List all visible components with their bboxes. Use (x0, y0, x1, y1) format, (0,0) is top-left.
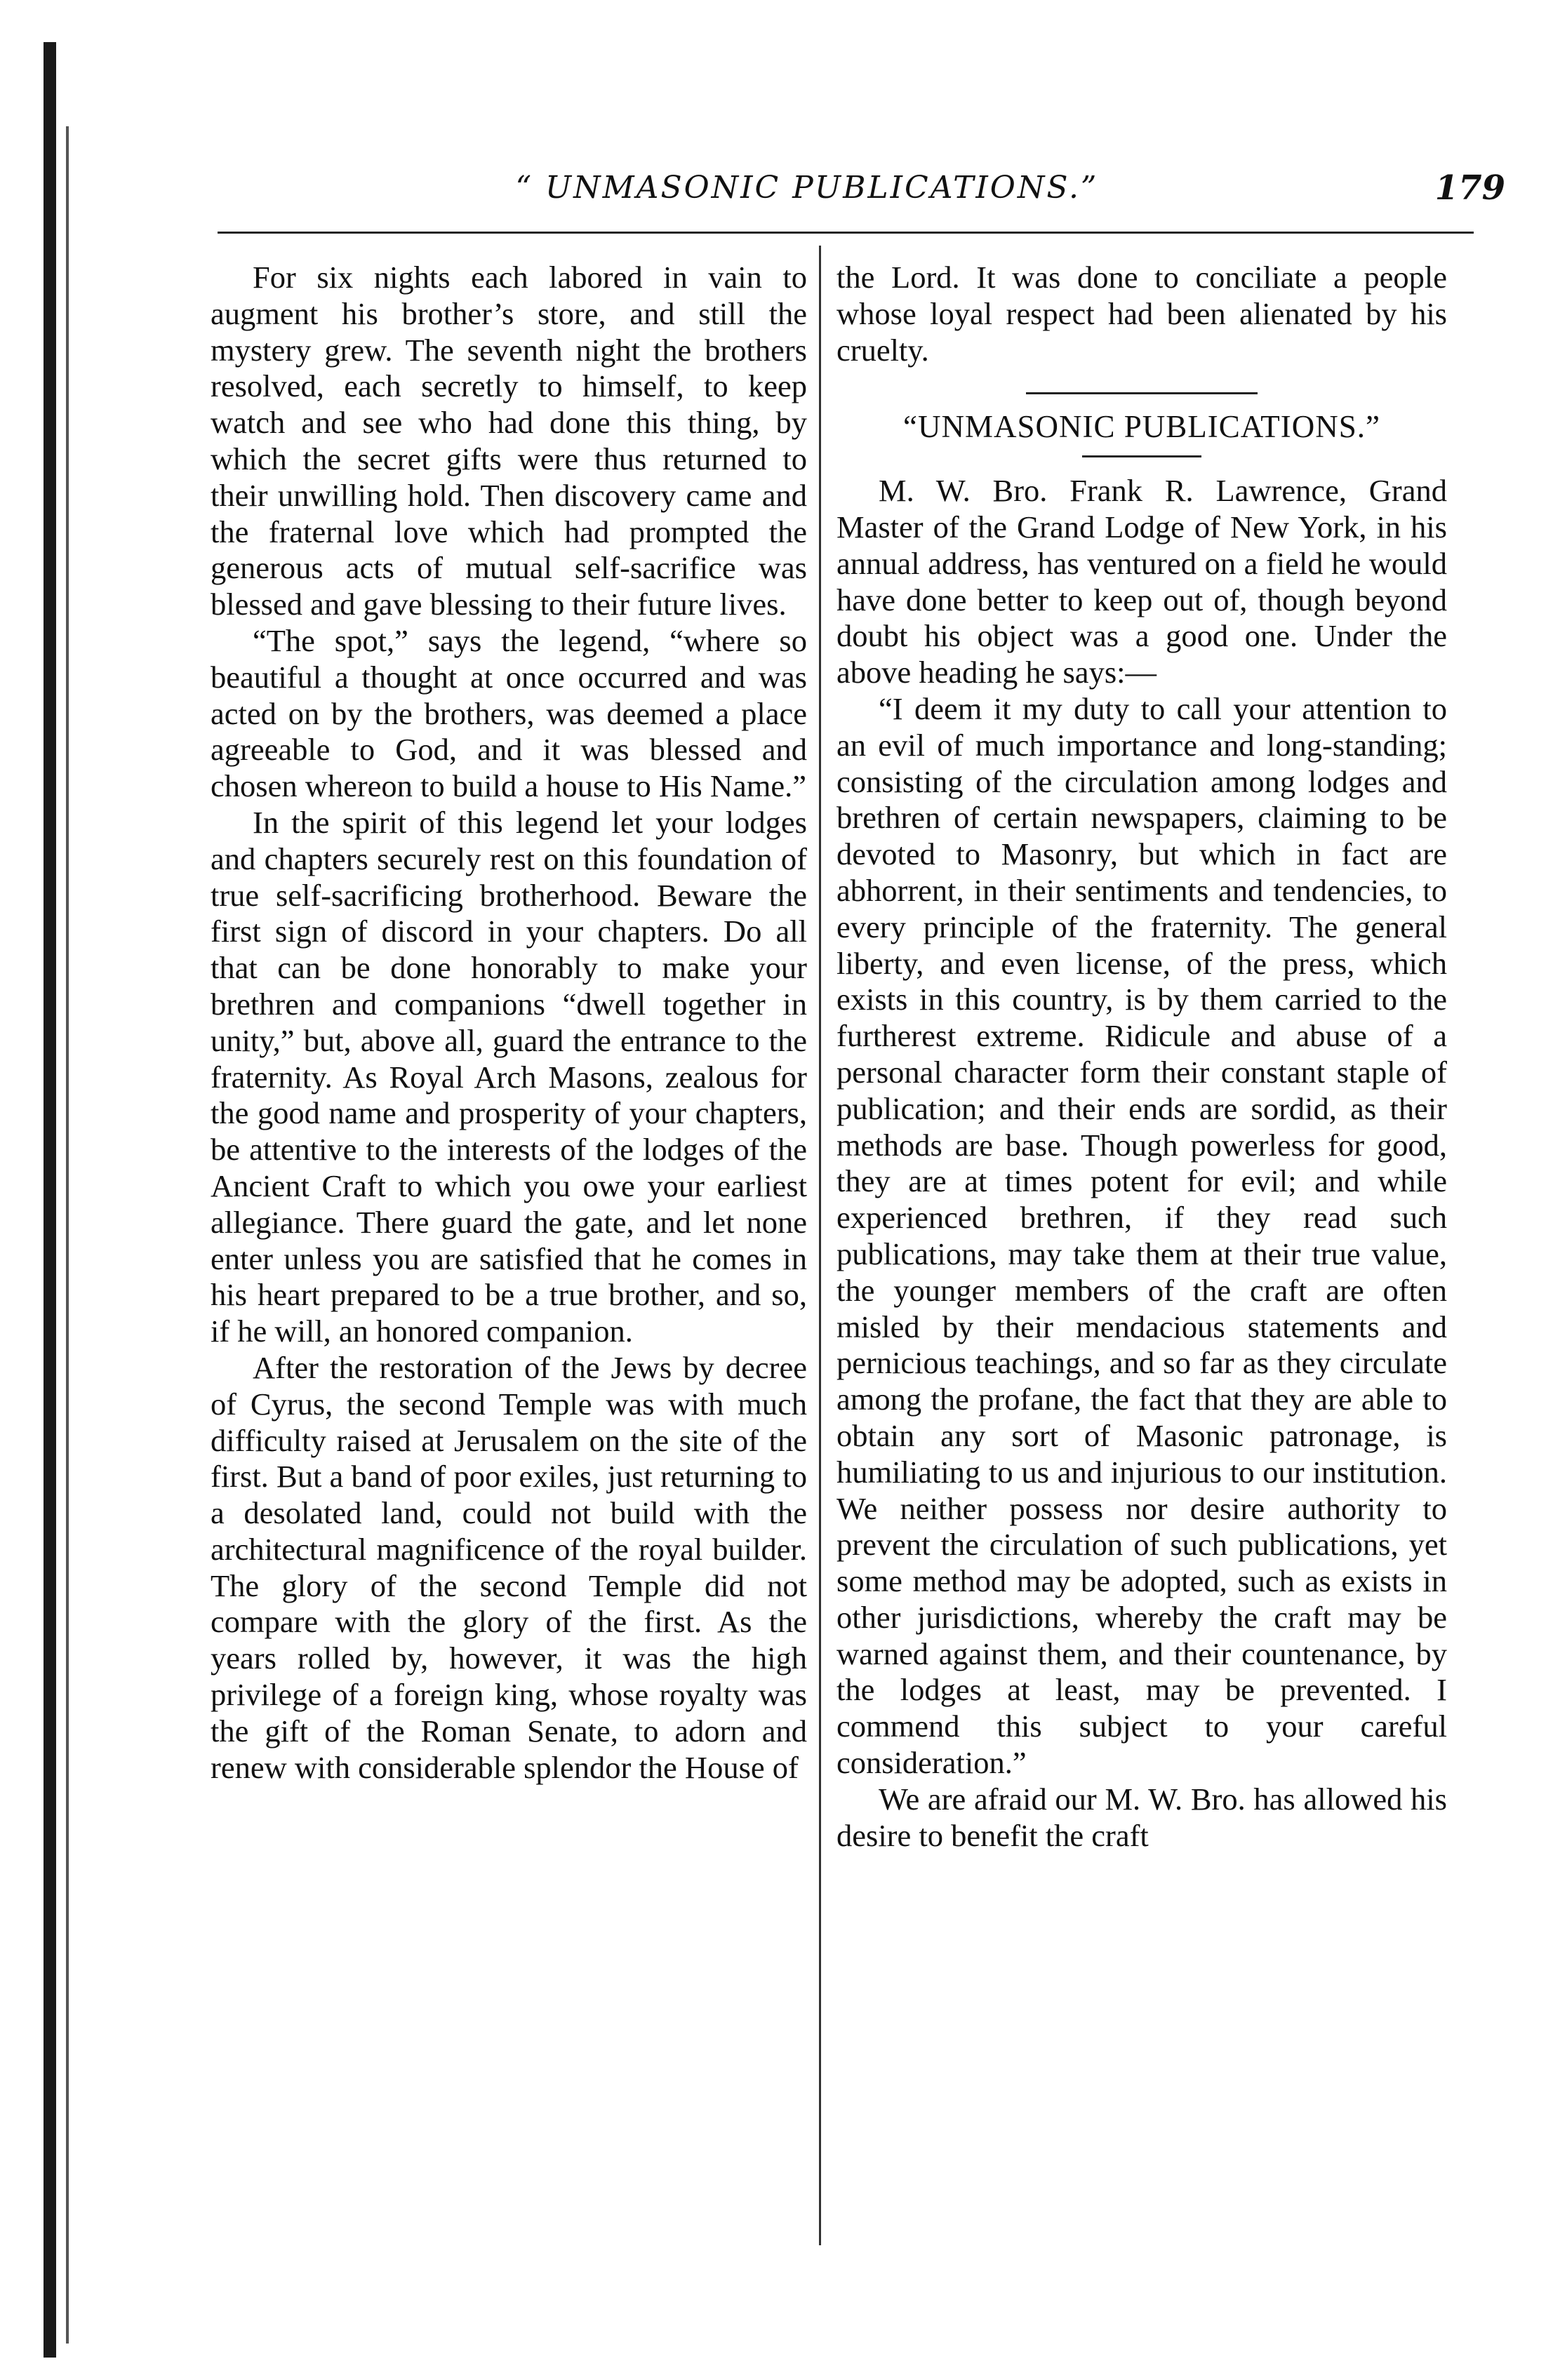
binding-edge (66, 126, 69, 2344)
short-rule (1082, 455, 1201, 457)
paragraph: We are afraid our M. W. Bro. has allowed his desire to benefit the craft (837, 1781, 1447, 1853)
right-column (837, 260, 1447, 2315)
column-divider (819, 246, 821, 2245)
binding-spine (44, 42, 56, 2358)
running-head (0, 163, 1553, 212)
left-column (211, 260, 807, 2315)
header-rule (218, 232, 1474, 234)
section-ornament-rule (837, 381, 1447, 402)
continued-paragraph: the Lord. It was done to conciliate a people whose loyal respect had been alienated by his cruelty. (837, 260, 1447, 368)
paragraph: M. W. Bro. Frank R. Lawrence, Grand Master of the Grand Lodge of New York, in his annual address, has ventured on a field he would have done better to keep out of, though beyond doubt his object was a good one. Under the above heading he says:— (837, 473, 1447, 690)
paragraph: “The spot,” says the legend, “where so beautiful a thought at once occurred and was acted on by the brothers, was deemed a place agreeable to God, and it was blessed and chosen whereon to build a house to His Name.” (211, 622, 807, 804)
quotation: “I deem it my duty to call your attention to an evil of much importance and long-standing; consisting of the circulation among lodges and brethren of certain newspapers, claiming to be devoted to Masonry, but which in fact are abhorrent, in their sentiments and tendencies, to every principle of the fraternity. The general liberty, and even license, of the press, which exists in this country, is by them carried to the furtherest extreme. Ridicule and abuse of a personal character form their constant staple of publication; and their ends are sordid, as their methods are base. Though powerless for good, they are at times potent for evil; and while experienced brethren, if they read such publications, may take them at their true value, the younger members of the craft are often misled by their mendacious statements and pernicious teachings, and so far as they circulate among the profane, the fact that they are able to obtain any sort of Masonic patronage, is humiliating to us and injurious to our institution. We neither possess nor desire authority to prevent the circulation of such publications, yet some method may be adopted, such as exists in other jurisdictions, whereby the craft may be warned against them, and their countenance, by the lodges at least, may be prevented. I commend this subject to your careful consideration.” (837, 690, 1447, 1781)
paragraph: In the spirit of this legend let your lodges and chapters securely rest on this foundation of true self-sacrificing brotherhood. Beware the first sign of discord in your chapters. Do all that can be done honorably to make your brethren and companions “dwell together in unity,” but, above all, guard the entrance to the fraternity. As Royal Arch Masons, zealous for the good name and prosperity of your chapters, be attentive to the interests of the lodges of the Ancient Craft to which you owe your earliest allegiance. There guard the gate, and let none enter unless you are satisfied that he comes in his heart prepared to be a true brother, and so, if he will, an honored companion. (211, 804, 807, 1349)
paragraph: After the restoration of the Jews by decree of Cyrus, the second Temple was with much difficulty raised at Jerusalem on the site of the first. But a band of poor exiles, just returning to a desolated land, could not build with the architectural magnificence of the royal builder. The glory of the second Temple did not compare with the glory of the first. As the years rolled by, however, it was the high privilege of a foreign king, whose royalty was the gift of the Roman Senate, to adorn and renew with considerable splendor the House of (211, 1349, 807, 1785)
page-number: 179 (1434, 168, 1505, 208)
section-heading: “UNMASONIC PUBLICATIONS.” (902, 409, 1380, 445)
paragraph: For six nights each labored in vain to augment his brother’s store, and still the mystery grew. The seventh night the brothers resolved, each secretly to himself, to keep watch and see who had done this thing, by which the secret gifts were thus returned to their unwilling hold. Then discovery came and the fraternal love which had prompted the generous acts of mutual self-sacrifice was blessed and gave blessing to their future lives. (211, 260, 807, 622)
running-title: “ UNMASONIC PUBLICATIONS.” (515, 170, 1099, 206)
